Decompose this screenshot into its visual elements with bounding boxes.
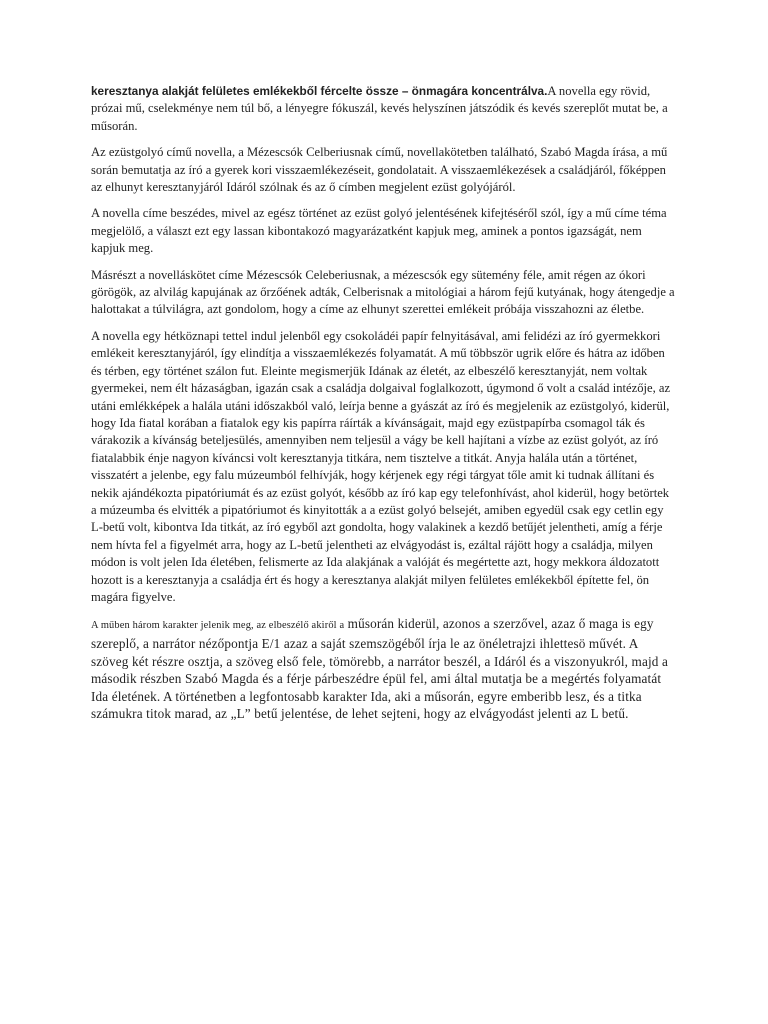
paragraph-6-lead: A műben három karakter jelenik meg, az elbeszélő akiről a bbox=[91, 620, 345, 632]
paragraph-2: Az ezüstgolyó című novella, a Mézescsók Celberiusnak című, novellakötetben található, Szabó Magda írása, a mű során bemutatja az író a gyerek kori visszaemlékezéseit, gondolatait. A visszaemlékezések a családjáról, főképpen az elhunyt keresztanyjáról Idáról szólnak és az ő címben megjelent ezüst golyójáról. bbox=[91, 145, 668, 195]
paragraph-6 bbox=[91, 615, 677, 723]
paragraph-1 bbox=[91, 83, 677, 135]
paragraph-3: A novella címe beszédes, mivel az egész történet az ezüst golyó jelentésének kifejtéséről szól, így a mű címe téma megjelölő, a választ ezt egy lassan kibontakozó magyarázatként kapjuk meg, aminek a pontos igazságát, nem kapjuk meg. bbox=[91, 206, 667, 256]
paragraph-6-text: műsorán kiderül, azonos a szerzővel, azaz ő maga is egy szereplő, a narrátor nézőpontja E/1 azaz a saját szemszögéből írja le az önéletrajzi ihlettesö művét. A szöveg két részre osztja, a szöveg első fele, tömörebb, a narrátor beszél, a Idáról és a viszonyukról, majd a második részben Szabó Magda és a férje párbeszédre épül fel, ami által mutatja be a megértés folyamatát Ida életének. A történetben a legfontosabb karakter Ida, aki a műsorán, egyre emberibb lesz, és a titka számukra titok marad, az „L” betű jelentése, de lehet sejteni, hogy az elvágyodást jelenti az L betű. bbox=[91, 616, 668, 722]
paragraph-1-bold-lead: keresztanya alakját felületes emlékekből fércelte össze – önmagára koncentrálva. bbox=[91, 84, 548, 98]
paragraph-4: Másrészt a novelláskötet címe Mézescsók Celeberiusnak, a mézescsók egy sütemény féle, amit régen az ókori görögök, az alvilág kapujának az őrzőének adták, Celberisnak a mitológiai a három fejű kutyának, hogy átengedje a halottakat a túlvilágra, azt gondolom, hogy a címe az elhunyt szerettei emlékeit próbája visszahozni az életbe. bbox=[91, 267, 675, 317]
paragraph-5: A novella egy hétköznapi tettel indul jelenből egy csokoládéi papír felnyitásával, ami felidézi az író gyermekkori emlékeit keresztanyjáról, így elindítja a visszaemlékezés folyamatát. A mű többször ugrik előre és hátra az időben és térben, egy történet szálon fut. Eleinte megismerjük Idának az életét, az elbeszélő keresztanyját, nem voltak gyermekei, nem élt házaságban, igazán csak a családja dolgaival foglalkozott, úgymond ő volt a család intézője, az utáni emlékképek a halála utáni időszakból való, leírja benne a gyászát az író és megjelenik az ezüstgolyó, kiderül, hogy Ida fiatal korában a fiatalok egy kis papírra ráírták a kívánságait, majd egy ezüstpapírba csomagol ták és várakozik a kívánság beteljesülés, amennyiben nem teljesül a vágy be kell hajítani a vízbe az ezüst golyót, az író fiatalabbik énje nagyon kíváncsi volt keresztanyja titkára, nem tisztelve a titkát. Anyja halála után a történet, visszatért a jelenbe, egy falu múzeumból felhívják, hogy kérjenek egy régi tárgyat tőle amit ki tudnak állítani és nekik ajándékozta pipatóriumát és az ezüst golyót, később az író kap egy telefonhívást, ahol kiderül, hogy betörtek a múzeumba és elvitték a pipatóriumot és kinyitották a a ezüst golyó belsejét, amiben egyedül csak egy cetlin egy L-betű volt, kibontva Ida titkát, az író egyből azt gondolta, hogy valakinek a kezdő betűjét jelentheti, amíg a férje nem hívta fel a figyelmét arra, hogy az L-betű jelentheti az elvágyodást is, ezáltal rájött hogy a családja, milyen módon is volt jelen Ida életében, felismerte az Ida alakjának a valóját és megértette azt, hogy mekkora áldozatott hozott is a keresztanyja a családja ért és hogy a keresztanya alakját milyen felületes emlékekből építette fel, ön magára figyelve. bbox=[91, 328, 671, 604]
document-page bbox=[91, 83, 677, 732]
paragraph-1-text: A novella egy rövid, prózai mű, cselekménye nem túl bő, a lényegre fókuszál, kevés helyszínen játszódik és kevés szereplőt mutat be, a műsorán. bbox=[91, 84, 668, 133]
